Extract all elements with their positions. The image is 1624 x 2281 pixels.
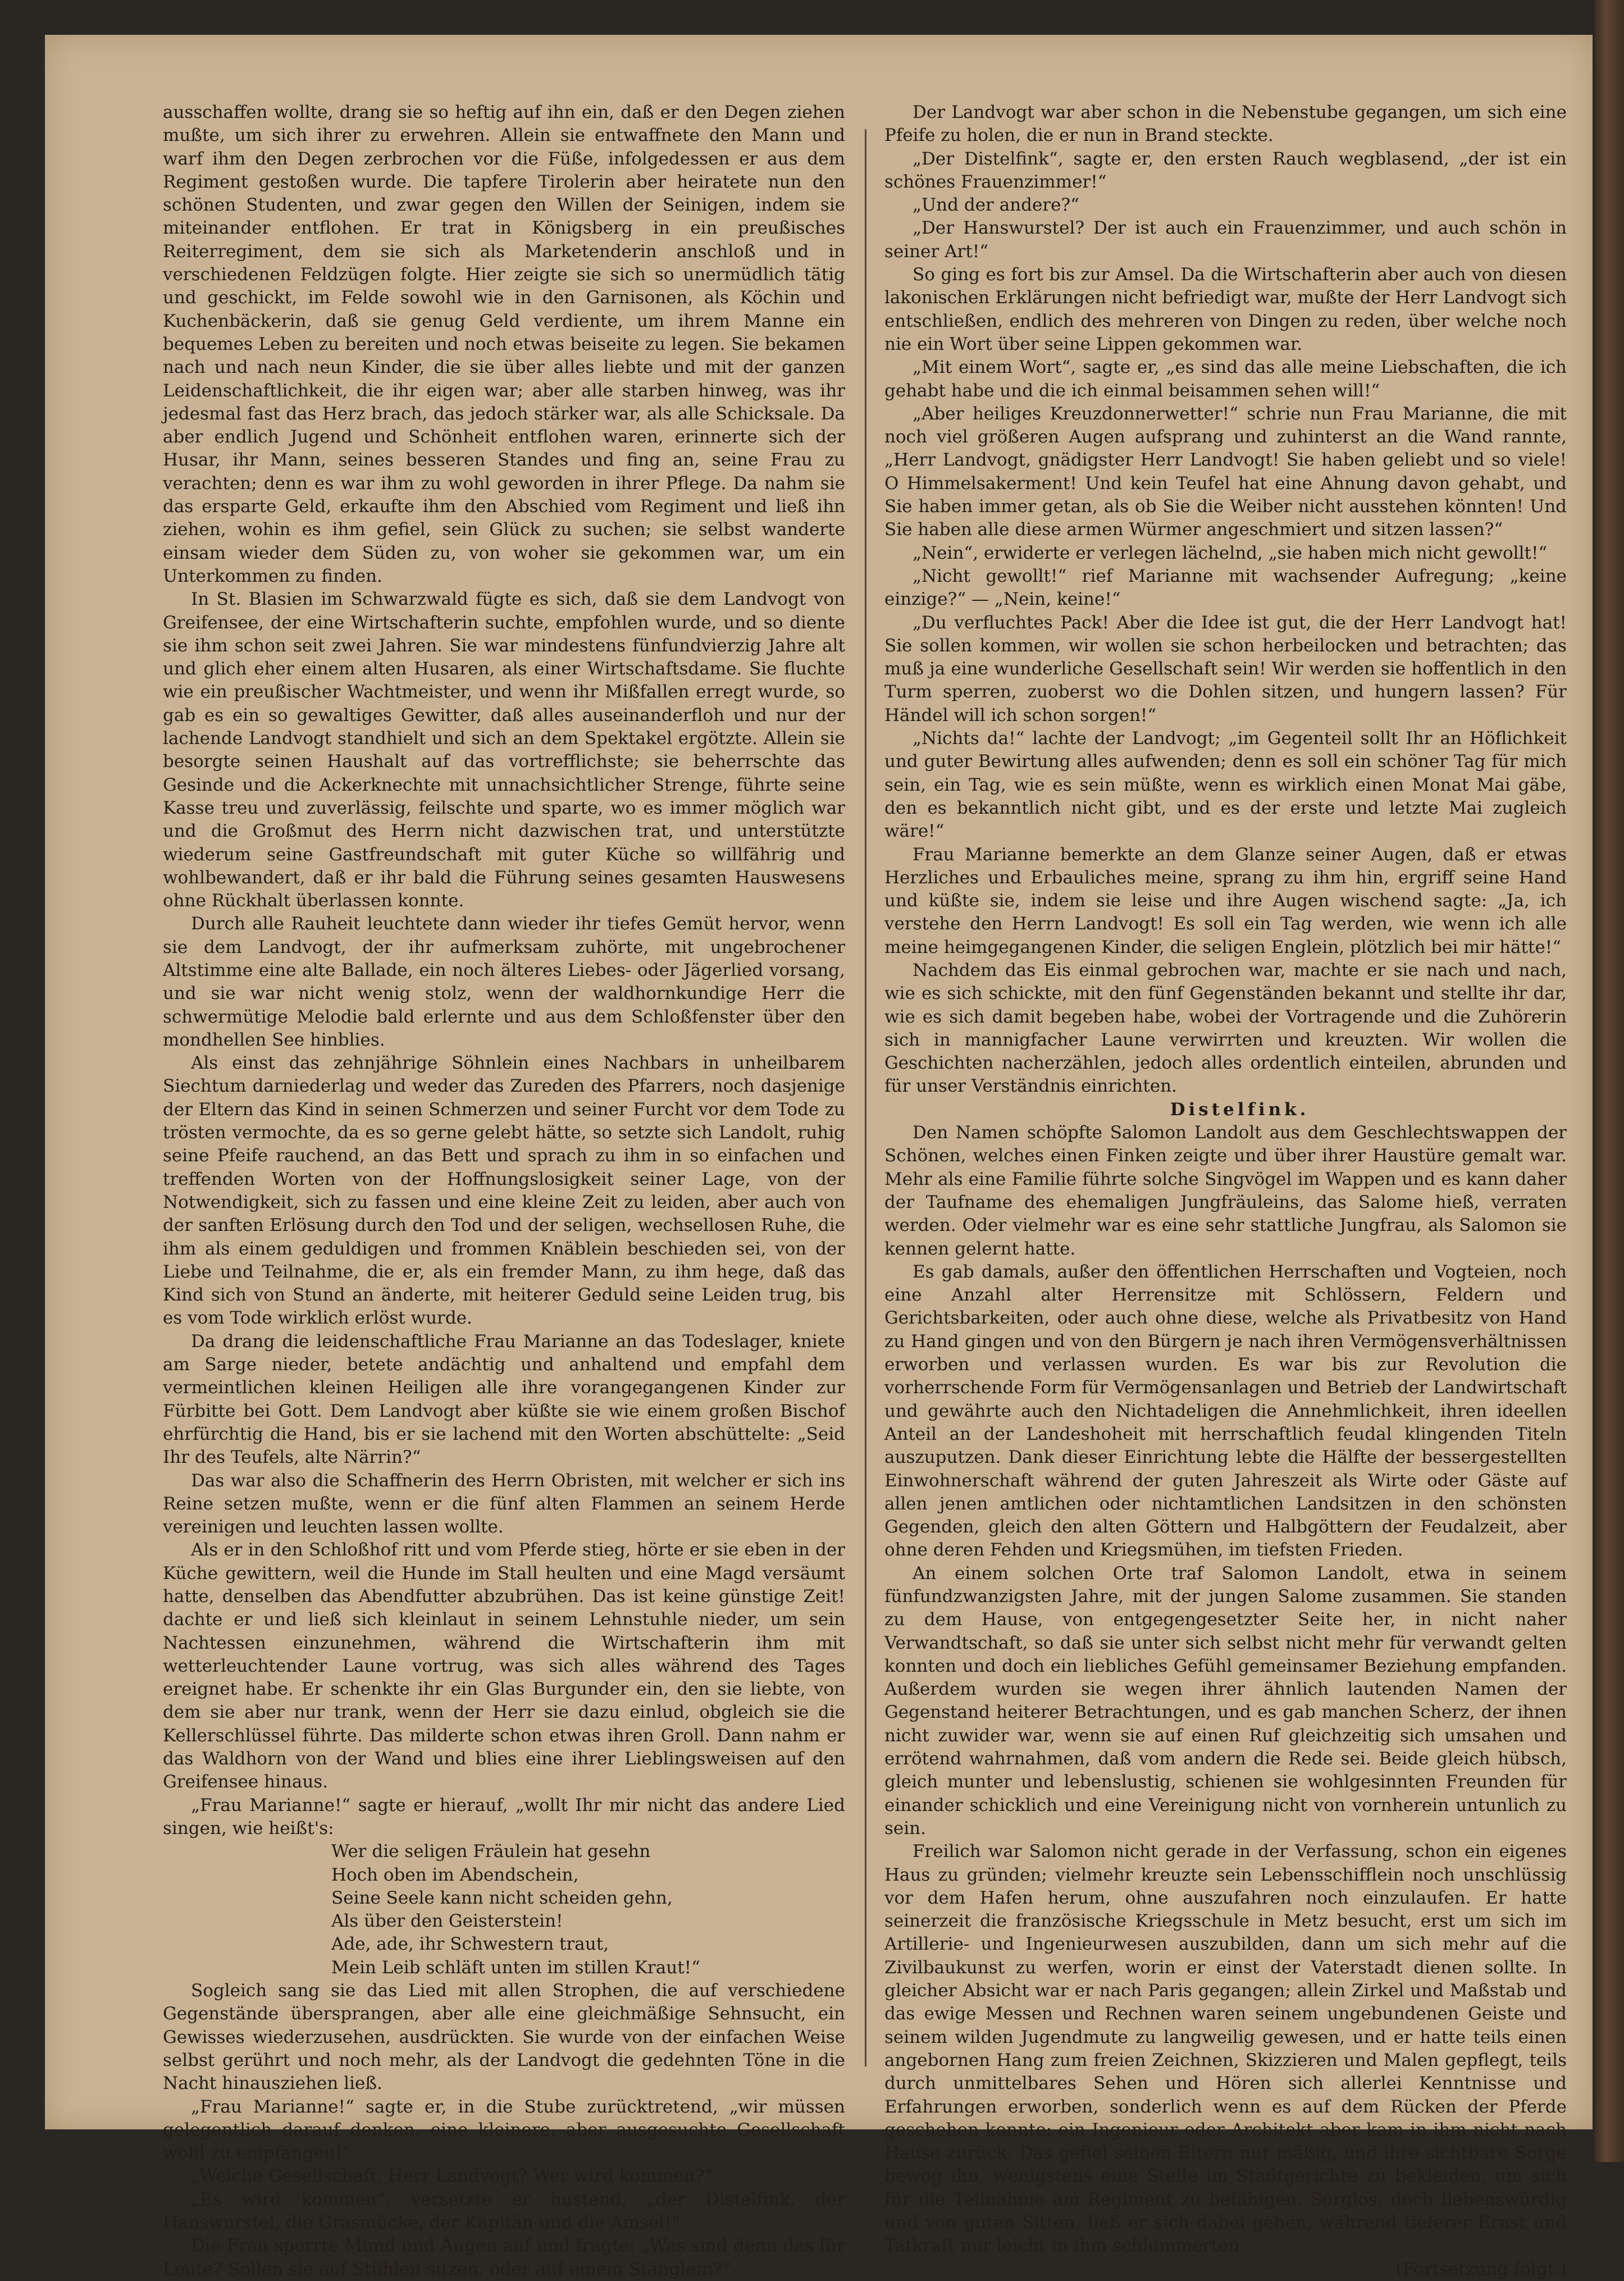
paragraph: An einem solchen Orte traf Salomon Landolt, etwa in seinem fünfundzwanzigsten Jahre, mit der jungen Salome zusammen. Sie standen zu dem Hause, von entgegengesetzter Seite her, in nicht naher Verwandtschaft, so daß sie unter sich selbst nicht mehr für verwandt gelten konnten und doch ein liebliches Gefühl gemeinsamer Beziehung empfanden. Außerdem wurden sie wegen ihrer ähnlich lautenden Namen der Gegenstand heiterer Betrachtungen, und es gab manchen Scherz, der ihnen nicht zuwider war, wenn sie auf einen Ruf gleichzeitig sich umsahen und errötend wahrnahmen, daß vom andern die Rede sei. Beide gleich hübsch, gleich munter und lebenslustig, schienen sie wohlgesinnten Freunden für einander schicklich und eine Vereinigung nicht von vornherein untunlich zu sein. (884, 1563, 1567, 1839)
paragraph: „Mit einem Wort“, sagte er, „es sind das alle meine Liebschaften, die ich gehabt habe und die ich einmal beisammen sehen will!“ (884, 357, 1567, 401)
paragraph: „Nein“, erwiderte er verlegen lächelnd, „sie haben mich nicht gewollt!“ (913, 542, 1548, 563)
paragraph: „Der Hanswurstel? Der ist auch ein Frauenzimmer, und auch schön in seiner Art!“ (884, 218, 1567, 262)
verse-line: Wer die seligen Fräulein hat gesehn (331, 1841, 651, 1862)
paragraph: Es gab damals, außer den öffentlichen Herrschaften und Vogteien, noch eine Anzahl alter Herrensitze mit Schlössern, Feldern und Gerichtsbarkeiten, oder auch ohne diese, welche als Privatbesitz von Hand zu Hand gingen und von den Bürgern je nach ihren Vermögensverhältnissen erworben und verlassen wurden. Es war bis zur Revolution die vorherrschende Form für Vermögensanlagen und Betrieb der Landwirtschaft und gewährte auch den Nichtadeligen die Annehmlichkeit, ihren ideellen Anteil an der Landeshoheit mit herrschaftlich feudal klingenden Titeln auszuputzen. Dank dieser Einrichtung lebte die Hälfte der bessergestellten Einwohnerschaft während der guten Jahreszeit als Wirte oder Gäste auf allen jenen amtlichen oder nichtamtlichen Landsitzen in den schönsten Gegenden, gleich den alten Göttern und Halbgöttern der Feudalzeit, aber ohne deren Fehden und Kriegsmühen, im tiefsten Frieden. (884, 1261, 1567, 1561)
song-verse (331, 1840, 845, 1979)
paragraph: Nachdem das Eis einmal gebrochen war, machte er sie nach und nach, wie es sich schickte, mit den fünf Gegenständen bekannt und stellte ihr dar, wie es sich damit begeben habe, wobei der Vortragende und die Zuhörerin sich in mannigfacher Laune verwirrten und kreuzten. Wir wollen die Geschichten nacherzählen, jedoch alles ordentlich einteilen, abrunden und für unser Verständnis einrichten. (884, 960, 1567, 1097)
verse-line: Als über den Geisterstein! (331, 1911, 563, 1932)
paragraph: Der Landvogt war aber schon in die Nebenstube gegangen, um sich eine Pfeife zu holen, die er nun in Brand steckte. (884, 102, 1567, 146)
paragraph: So ging es fort bis zur Amsel. Da die Wirtschafterin aber auch von diesen lakonischen Erklärungen nicht befriedigt war, mußte der Herr Landvogt sich entschließen, endlich des mehreren von Dingen zu reden, über welche noch nie ein Wort über seine Lippen gekommen war. (884, 264, 1567, 354)
paragraph: „Der Distelfink“, sagte er, den ersten Rauch wegblasend, „der ist ein schönes Frauenzimmer!“ (884, 148, 1567, 192)
paragraph: Sogleich sang sie das Lied mit allen Strophen, die auf verschiedene Gegenstände übersprangen, aber alle eine gleichmäßige Sehnsucht, ein Gewisses wiederzusehen, ausdrückten. Sie wurde von der einfachen Weise selbst gerührt und noch mehr, als der Landvogt die gedehnten Töne in die Nacht hinausziehen ließ. (163, 1981, 845, 2094)
book-spine (1595, 0, 1624, 2162)
paragraph: Freilich war Salomon nicht gerade in der Verfassung, schon ein eigenes Haus zu gründen; vielmehr kreuzte sein Lebensschifflein noch unschlüssig vor dem Hafen herum, ohne auszufahren noch einzulaufen. Er hatte seinerzeit die französische Kriegsschule in Metz besucht, erst um sich im Artillerie- und Ingenieurwesen auszubilden, dann um sich mehr auf die Zivilbaukunst zu werfen, worin er einst der Vaterstadt dienen sollte. In gleicher Absicht war er nach Paris gegangen; allein Zirkel und Maßstab und das ewige Messen und Rechnen waren seinem ungebundenen Geiste und seinem wilden Jugendmute zu langweilig gewesen, und er hatte teils einen angebornen Hang zum freien Zeichnen, Skizzieren und Malen gepflegt, teils durch unmittelbares Sehen und Hören sich allerlei Kenntnisse und Erfahrungen erworben, sonderlich wenn es auf dem Rücken der Pferde geschehen konnte; ein Ingenieur oder Architekt aber kam in ihm nicht nach Hause zurück. Das gefiel seinen Eltern nur mäßig, und ihre sichtbare Sorge bewog ihn, wenigstens eine Stelle im Stadtgerichte zu bekleiden, um sich für die Teilnahme am Regiment zu befähigen. Sorglos, doch liebenswürdig und von guten Sitten, ließ er sich dabei gehen, während tieferer Ernst und Tatkraft nur leicht in ihm schlummerten. (884, 1841, 1567, 2256)
right-column (884, 101, 1567, 2281)
paragraph: Das war also die Schaffnerin des Herrn Obristen, mit welcher er sich ins Reine setzen mußte, wenn er die fünf alten Flammen an seinem Herde vereinigen und leuchten lassen wollte. (163, 1470, 845, 1538)
verse-line: Hoch oben im Abendschein, (331, 1864, 579, 1885)
continued-note: (Fortsetzung folgt.) (1395, 2259, 1567, 2279)
section-heading: Distelfink. (1170, 1099, 1310, 1120)
verse-line: Seine Seele kann nicht scheiden gehn, (331, 1887, 673, 1908)
paragraph: „Und der andere?“ (913, 195, 1079, 216)
paragraph: „Welche Gesellschaft, Herr Landvogt? Wer wird kommen?“ (191, 2166, 713, 2187)
paragraph: „Frau Marianne!“ sagte er, in die Stube zurücktretend, „wir müssen gelegentlich darauf denken, eine kleinere, aber ausgesuchte Gesellschaft wohl zu empfangen!“ (163, 2096, 845, 2164)
paragraph: „Es wird kommen“, versetzte er hustend, „der Distelfink, der Hanswurstel, die Grasmücke, der Kapitän und die Amsel!“ (163, 2189, 845, 2233)
paragraph: Die Frau sperrte Mund und Augen auf und fragte: „Was sind denn das für Leute? Sollen sie auf Stühlen sitzen, oder auf einem Stänglein?“ (163, 2236, 845, 2279)
paragraph: ausschaffen wollte, drang sie so heftig auf ihn ein, daß er den Degen ziehen mußte, um sich ihrer zu erwehren. Allein sie entwaffnete den Mann und warf ihm den Degen zerbrochen vor die Füße, infolgedessen er aus dem Regiment gestoßen wurde. Die tapfere Tirolerin aber heiratete nun den schönen Studenten, und zwar gegen den Willen der Seinigen, indem sie miteinander entflohen. Er trat in Königsberg in ein preußisches Reiterregiment, dem sie sich als Marketenderin anschloß und in verschiedenen Feldzügen folgte. Hier zeigte sie sich so unermüdlich tätig und geschickt, im Felde sowohl wie in den Garnisonen, als Köchin und Kuchenbäckerin, daß sie genug Geld verdiente, um ihrem Manne ein bequemes Leben zu bereiten und noch etwas beiseite zu legen. Sie bekamen nach und nach neun Kinder, die sie über alles liebte und mit der ganzen Leidenschaftlichkeit, die ihr eigen war; aber alle starben hinweg, was ihr jedesmal fast das Herz brach, das jedoch stärker war, als alle Schicksale. Da aber endlich Jugend und Schönheit entflohen waren, erinnerte sich der Husar, ihr Mann, seines besseren Standes und fing an, seine Frau zu verachten; denn es war ihm zu wohl geworden in ihrer Pflege. Da nahm sie das ersparte Geld, erkaufte ihm den Abschied vom Regiment und ließ ihn ziehen, wohin es ihm gefiel, sein Glück zu suchen; sie selbst wanderte einsam wieder dem Süden zu, von woher sie gekommen war, um ein Unterkommen zu finden. (163, 102, 845, 586)
verse-line: Ade, ade, ihr Schwestern traut, (331, 1934, 609, 1955)
paragraph: Als einst das zehnjährige Söhnlein eines Nachbars in unheilbarem Siechtum darniederlag und weder das Zureden des Pfarrers, noch dasjenige der Eltern das Kind in seinen Schmerzen und seiner Furcht vor dem Tode zu trösten vermochte, da es so gerne gelebt hätte, so setzte sich Landolt, ruhig seine Pfeife rauchend, an das Bett und sprach zu ihm in so einfachen und treffenden Worten von der Hoffnungslosigkeit seiner Lage, von der Notwendigkeit, sich zu fassen und eine kleine Zeit zu leiden, aber auch von der sanften Erlösung durch den Tod und der seligen, wechsellosen Ruhe, die ihm als einem geduldigen und frommen Knäblein beschieden sei, von der Liebe und Teilnahme, die er, als ein fremder Mann, zu ihm hege, daß das Kind sich von Stund an änderte, mit heiterer Geduld seine Leiden trug, bis es vom Tode wirklich erlöst wurde. (163, 1053, 845, 1329)
column-divider (865, 129, 866, 2066)
paragraph: Frau Marianne bemerkte an dem Glanze seiner Augen, daß er etwas Herzliches und Erbauliches meine, sprang zu ihm hin, ergriff seine Hand und küßte sie, indem sie leise und ihre Augen wischend sagte: „Ja, ich verstehe den Herrn Landvogt! Es soll ein Tag werden, wie wenn ich alle meine heimgegangenen Kinder, die seligen Englein, plötzlich bei mir hätte!“ (884, 844, 1567, 957)
paragraph: Als er in den Schloßhof ritt und vom Pferde stieg, hörte er sie eben in der Küche gewittern, weil die Hunde im Stall heulten und eine Magd versäumt hatte, denselben das Abendfutter abzubrühen. Das ist keine günstige Zeit! dachte er und ließ sich kleinlaut in seinem Lehnstuhle nieder, um sein Nachtessen einzunehmen, während die Wirtschafterin ihm mit wetterleuchtender Laune vortrug, was sich alles während des Tages ereignet habe. Er schenkte ihr ein Glas Burgunder ein, den sie liebte, von dem sie aber nur trank, wenn der Herr sie dazu einlud, obgleich sie die Kellerschlüssel führte. Das milderte schon etwas ihren Groll. Dann nahm er das Waldhorn von der Wand und blies eine ihrer Lieblingsweisen auf den Greifensee hinaus. (163, 1540, 845, 1792)
paragraph: „Aber heiliges Kreuzdonnerwetter!“ schrie nun Frau Marianne, die mit noch viel größeren Augen aufsprang und zuhinterst an die Wand rannte, „Herr Landvogt, gnädigster Herr Landvogt! Sie haben geliebt und so viele! O Himmelsakerment! Und kein Teufel hat eine Ahnung davon gehabt, und Sie haben immer getan, als ob Sie die Weiber nicht ausstehen könnten! Und Sie haben alle diese armen Würmer angeschmiert und sitzen lassen?“ (884, 403, 1567, 540)
paragraph: In St. Blasien im Schwarzwald fügte es sich, daß sie dem Landvogt von Greifensee, der eine Wirtschafterin suchte, empfohlen wurde, und so diente sie ihm schon seit zwei Jahren. Sie war mindestens fünfundvierzig Jahre alt und glich eher einem alten Husaren, als einer Wirtschaftsdame. Sie fluchte wie ein preußischer Wachtmeister, und wenn ihr Mißfallen erregt wurde, so gab es ein so gewaltiges Gewitter, daß alles auseinanderfloh und nur der lachende Landvogt standhielt und sich an dem Spektakel ergötzte. Allein sie besorgte seinen Haushalt auf das vortrefflichste; sie beherrschte das Gesinde und die Ackerknechte mit unnachsichtlicher Strenge, führte seine Kasse treu und zuverlässig, feilschte und sparte, wo es immer möglich war und die Großmut des Herrn nicht dazwischen trat, und unterstützte wiederum seine Gastfreundschaft mit guter Küche so willfährig und wohlbewandert, daß er ihr bald die Führung seines gesamten Hauswesens ohne Rückhalt überlassen konnte. (163, 589, 845, 911)
paragraph: „Nichts da!“ lachte der Landvogt; „im Gegenteil sollt Ihr an Höflichkeit und guter Bewirtung alles aufwenden; denn es soll ein schöner Tag für mich sein, ein Tag, wie es sein müßte, wenn es wirklich einen Monat Mai gäbe, den es bekanntlich nicht gibt, und es der erste und letzte Mai zugleich wäre!“ (884, 728, 1567, 842)
verse-line: Mein Leib schläft unten im stillen Kraut!“ (331, 1957, 700, 1978)
paragraph: „Du verfluchtes Pack! Aber die Idee ist gut, die der Herr Landvogt hat! Sie sollen kommen, wir wollen sie schon herbeilocken und betrachten; das muß ja eine wunderliche Gesellschaft sein! Wir werden sie hoffentlich in den Turm sperren, zuoberst wo die Dohlen sitzen, und hungern lassen? Für Händel will ich schon sorgen!“ (884, 612, 1567, 726)
paragraph: „Nicht gewollt!“ rief Marianne mit wachsender Aufregung; „keine einzige?“ — „Nein, keine!“ (884, 565, 1567, 610)
paragraph: Durch alle Rauheit leuchtete dann wieder ihr tiefes Gemüt hervor, wenn sie dem Landvogt, der ihr aufmerksam zuhörte, mit ungebrochener Altstimme eine alte Ballade, ein noch älteres Liebes- oder Jägerlied vorsang, und sie war nicht wenig stolz, wenn der waldhornkundige Herr die schwermütige Melodie bald erlernte und aus dem Schloßfenster über den mondhellen See hinblies. (163, 914, 845, 1050)
paragraph: „Frau Marianne!“ sagte er hierauf, „wollt Ihr mir nicht das andere Lied singen, wie heißt's: (163, 1795, 845, 1839)
left-column (163, 101, 845, 2281)
paragraph: Den Namen schöpfte Salomon Landolt aus dem Geschlechtswappen der Schönen, welches einen Finken zeigte und über ihrer Haustüre gemalt war. Mehr als eine Familie führte solche Singvögel im Wappen und es kann daher der Taufname des ehemaligen Jungfräuleins, das Salome hieß, verraten werden. Oder vielmehr war es eine sehr stattliche Jungfrau, als Salomon sie kennen gelernt hatte. (884, 1123, 1567, 1259)
paragraph: Da drang die leidenschaftliche Frau Marianne an das Todeslager, kniete am Sarge nieder, betete andächtig und anhaltend und empfahl dem vermeintlichen kleinen Heiligen alle ihre vorangegangenen Kinder zur Fürbitte bei Gott. Dem Landvogt aber küßte sie wie einem großen Bischof ehrfürchtig die Hand, bis er sie lachend mit den Worten abschüttelte: „Seid Ihr des Teufels, alte Närrin?“ (163, 1331, 845, 1468)
